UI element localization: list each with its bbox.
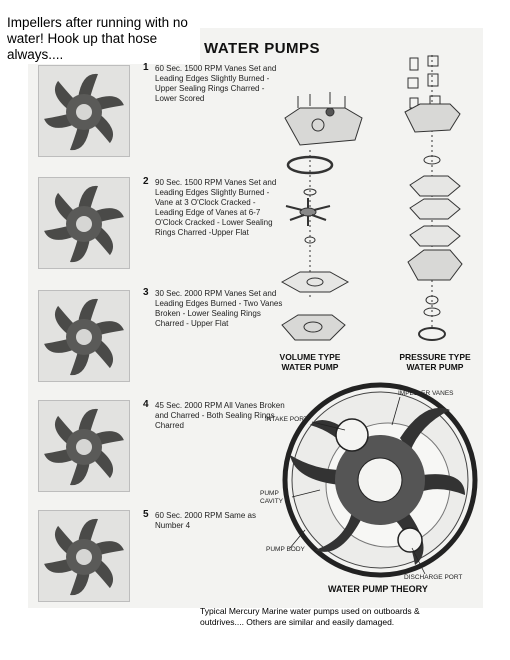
theory-title: WATER PUMP THEORY [328, 584, 428, 594]
impeller-number-2: 2 [143, 176, 149, 187]
label-intake-port: INTAKE PORT [265, 416, 308, 423]
impeller-number-4: 4 [143, 399, 149, 410]
label-pump-body: PUMP BODY [266, 546, 305, 553]
impeller-desc-1: 60 Sec. 1500 RPM Vanes Set and Leading Edges Slightly Burned -Upper Sealing Rings Charred - Lower Scored [155, 64, 277, 103]
handwritten-note: Impellers after running with no water! Hook up that hose always.... [4, 14, 200, 64]
pressure-pump-label: PRESSURE TYPE WATER PUMP [399, 352, 471, 372]
volume-pump-label: VOLUME TYPE WATER PUMP [279, 352, 341, 372]
label-discharge-port: DISCHARGE PORT [404, 574, 463, 581]
impeller-desc-2: 90 Sec. 1500 RPM Vanes Set and Leading Edges Slightly Burned - Vane at 3 O'Clock Cracked - Leading Edge of Vanes at 6-7 O'Clock Cracked - Lower Sealing Rings Charred -Upper Flat [155, 178, 277, 237]
page-title: WATER PUMPS [204, 40, 321, 57]
impeller-desc-3: 30 Sec. 2000 RPM Vanes Set and Leading Edges Burned - Two Vanes Broken - Lower Sealing Rings Charred - Upper Flat [155, 289, 283, 328]
impeller-desc-5: 60 Sec. 2000 RPM Same as Number 4 [155, 511, 256, 530]
impeller-number-5: 5 [143, 509, 149, 520]
label-impeller-vanes: IMPELLER VANES [398, 390, 454, 397]
impeller-number-1: 1 [143, 62, 149, 73]
caption: Typical Mercury Marine water pumps used on outboards & outdrives.... Others are similar and easily damaged. [200, 606, 420, 627]
label-pump-cavity: PUMP CAVITY [260, 490, 283, 505]
impeller-desc-4: 45 Sec. 2000 RPM All Vanes Broken and Charred - Both Sealing Rings Charred [155, 401, 285, 430]
impeller-number-3: 3 [143, 287, 149, 298]
